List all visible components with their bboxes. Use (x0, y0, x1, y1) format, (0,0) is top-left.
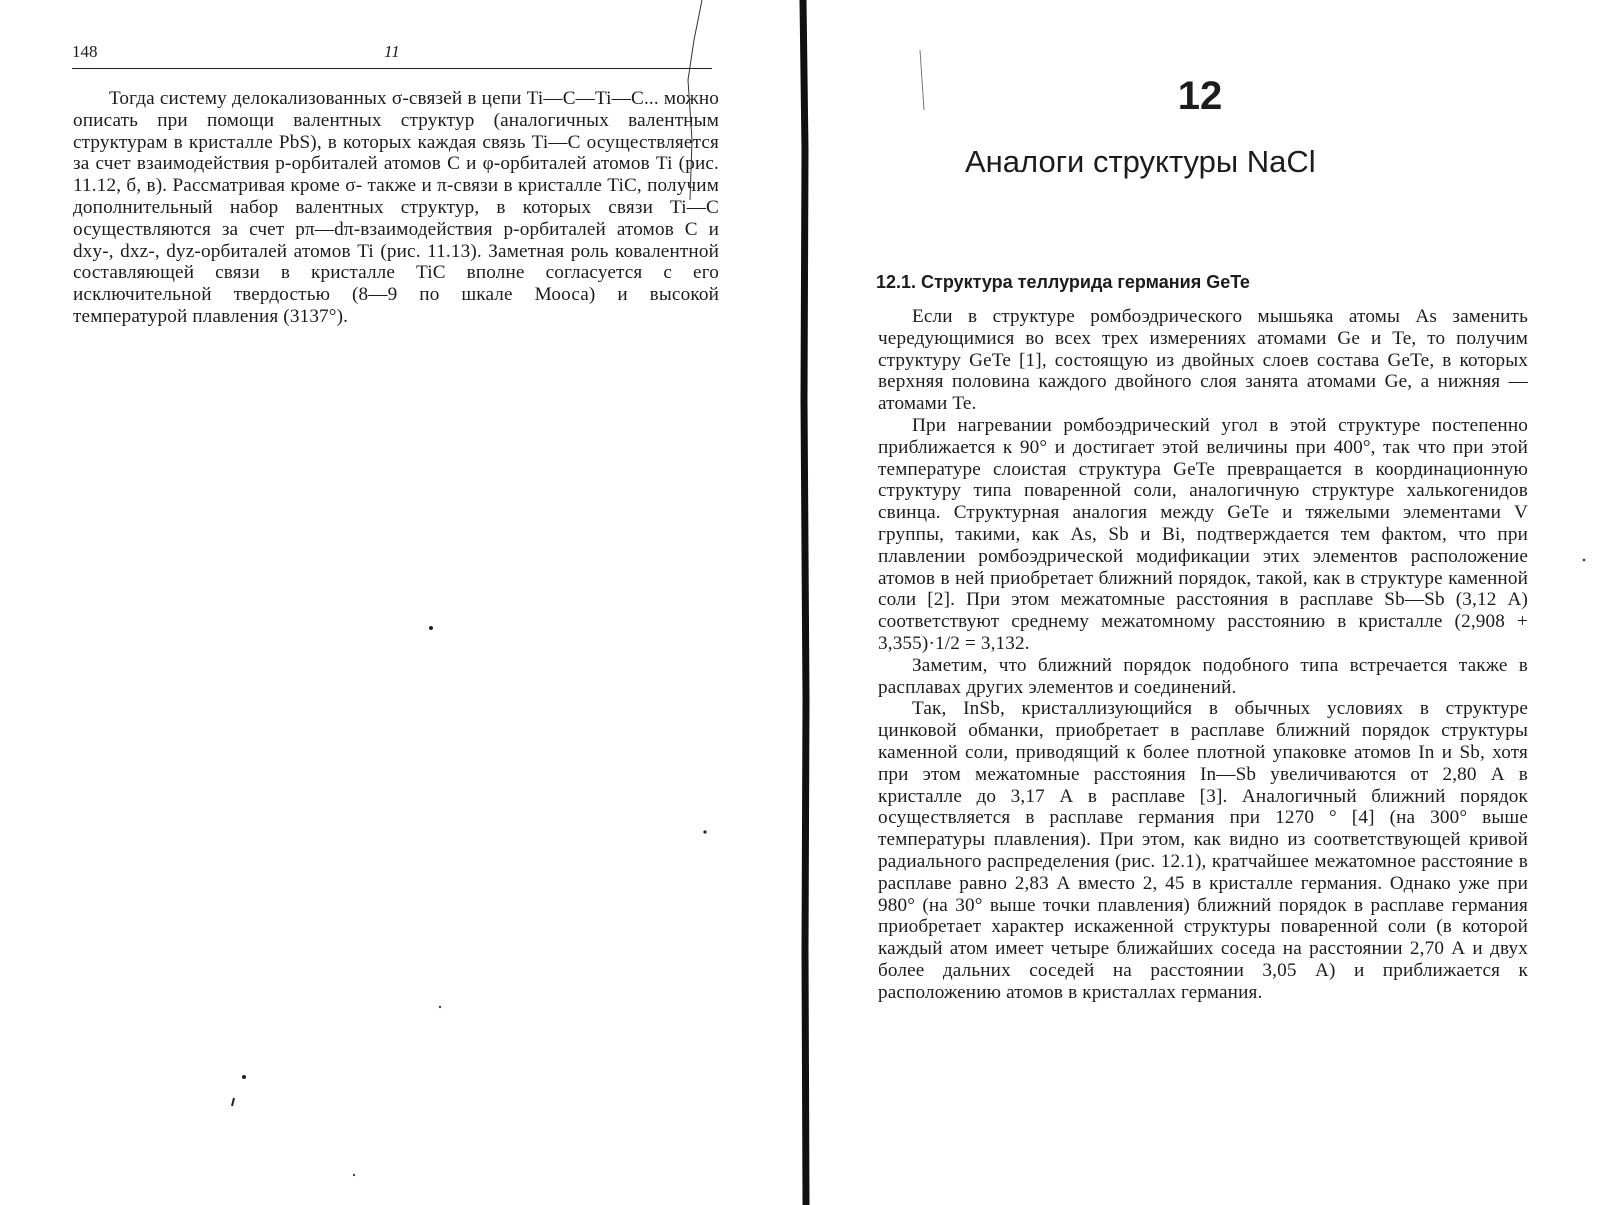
left-page (0, 0, 790, 1205)
left-body-text (73, 88, 719, 328)
paragraph: При нагревании ромбоэдрический угол в этой структуре постепенно приближается к 90° и достигает этой величины при 400°, так что при этой температуре слоистая структура GeTe превращается в координационную структуру типа поваренной соли, аналогичную структуре халькогенидов свинца. Структурная аналогия между GeTe и тяжелыми элементами V группы, такими, как As, Sb и Bi, подтверждается тем фактом, что при плавлении ромбоэдрической модификации этих элементов расположение атомов в ней приобретает ближний порядок, такой, как в структуре каменной соли [2]. При этом межатомные расстояния в расплаве Sb—Sb (3,12 А) соответствуют среднему межатомному расстоянию в кристалле (2,908 + 3,355)·1/2 = 3,132. (878, 414, 1528, 654)
running-title: 11 (384, 42, 400, 61)
chapter-title: Аналоги структуры NaCl (965, 144, 1316, 179)
page-number: 148 (72, 42, 98, 61)
running-head (72, 42, 712, 68)
paragraph: Так, InSb, кристаллизующийся в обычных условиях в структуре цинковой обманки, приобретает в расплаве ближний порядок структуры каменной соли, приводящий к более плотной упаковке атомов In и Sb, хотя при этом межатомные расстояния In—Sb увеличиваются от 2,80 А в кристалле до 3,17 А в расплаве [3]. Аналогичный ближний порядок осуществляется в расплаве германия при 1270 ° [4] (на 300° выше температуры плавления). При этом, как видно из соответствующей кривой радиального распределения (рис. 12.1), кратчайшее межатомное расстояние в расплаве равно 2,83 А вместо 2, 45 в кристалле германия. Однако уже при 980° (на 30° выше точки плавления) ближний порядок в расплаве германия приобретает характер искаженной структуры поваренной соли (в которой каждый атом имеет четыре ближайших соседа на расстоянии 2,70 А и двух более дальних соседей на расстоянии 3,05 А) и приближается к расположению атомов в кристаллах германия. (878, 698, 1528, 1003)
paragraph: Если в структуре ромбоэдрического мышьяка атомы As заменить чередующимися во всех трех измерениях атомами Ge и Te, то получим структуру GeTe [1], состоящую из двойных слоев состава GeTe, в которых верхняя половина каждого двойного слоя занята атомами Ge, а нижняя — атомами Te. (878, 306, 1528, 415)
header-rule (72, 68, 712, 69)
section-heading: 12.1. Структура теллурида германия GeTe (876, 272, 1250, 292)
book-gutter-line (803, 0, 806, 1205)
scan-speck (1583, 559, 1586, 562)
paragraph: Заметим, что ближний порядок подобного типа встречается также в расплавах других элементов и соединений. (878, 654, 1528, 698)
page-edge-mark (920, 50, 924, 110)
paragraph: Тогда систему делокализованных σ-связей в цепи Ti—C—Ti—C... можно описать при помощи валентных структур (аналогичных валентным структурам в кристалле PbS), в которых каждая связь Ti—C осуществляется за счет взаимодействия p-орбиталей атомов C и φ-орбиталей атомов Ti (рис. 11.12, б, в). Рассматривая кроме σ- также и π-связи в кристалле TiC, получим дополнительный набор валентных структур, в которых связи Ti—C осуществляются за счет pπ—dπ-взаимодействия p-орбиталей атомов C и dxy-, dxz-, dyz-орбиталей атомов Ti (рис. 11.13). Заметная роль ковалентной составляющей связи в кристалле TiC вполне согласуется с его исключительной твердостью (8—9 по шкале Мооса) и высокой температурой плавления (3137°). (73, 88, 719, 327)
right-body-text (878, 306, 1528, 1004)
chapter-number: 12 (1177, 74, 1223, 118)
